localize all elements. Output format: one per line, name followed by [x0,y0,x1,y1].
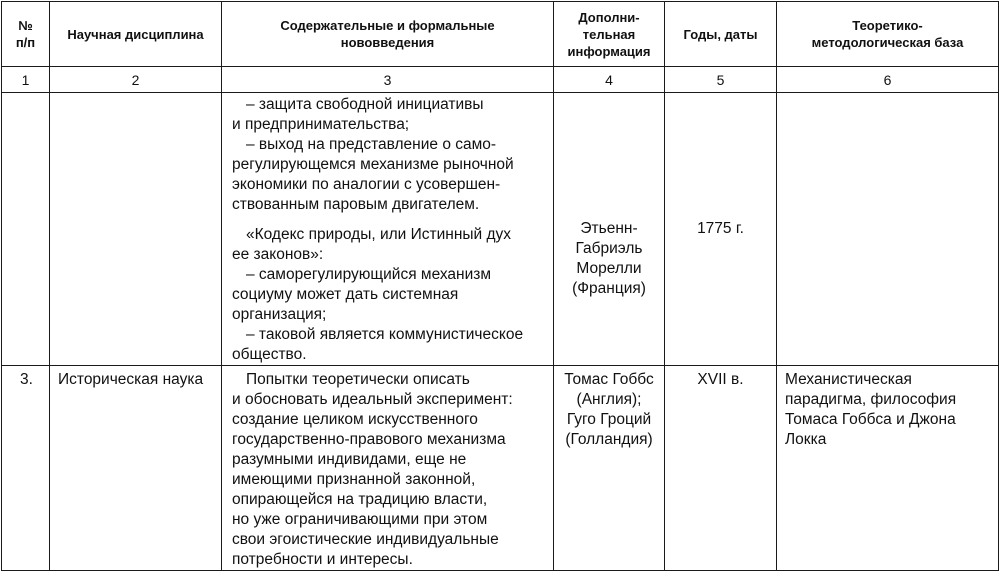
text-line: создание целиком искусственного [232,411,478,428]
text-line: «Кодекс природы, или Истинный дух [246,226,512,243]
text-line: свои эгоистические индивидуальные [232,531,499,548]
innovations-cell [222,93,554,366]
column-number: 5 [665,67,777,93]
code-of-nature-text-block [232,225,545,365]
text-line: организация; [232,306,327,323]
years-cell [665,93,777,366]
text-line: имеющими признанной законной, [232,471,476,488]
text-line: экономики по аналогии с усовершен- [232,176,501,193]
text-line: Томаса Гоббса и Джона [785,411,956,428]
theoretical-base-cell [777,93,999,366]
years-cell [665,366,777,571]
text-line: социуму может дать системная [232,286,459,303]
column-number: 3 [222,67,554,93]
discipline-cell [50,93,222,366]
additional-info-cell [554,366,665,571]
innovations-text-block [232,95,545,215]
text-line: – таковой является коммунистическое [246,326,524,343]
text-line: но уже ограничивающими при этом [232,511,488,528]
column-number: 6 [777,67,999,93]
row-number: 3. [2,366,50,571]
text-line: Гуго Гроций [566,411,652,428]
text-line: Механистическая [785,371,912,388]
text-line: Локка [785,431,827,448]
additional-info-cell [554,93,665,366]
text-line: Этьенн- [580,220,638,237]
header-row [2,2,999,67]
text-line: и предпринимательства; [232,116,410,133]
year-value: 1775 г. [697,220,744,237]
header-years: Годы, даты [665,2,777,67]
text-line: (Франция) [572,280,646,297]
header-theoretical-base: Теоретико- методологическая база [777,2,999,67]
number-cell [2,93,50,366]
column-number: 1 [2,67,50,93]
data-table [1,1,999,571]
text-line: – саморегулирующийся механизм [246,266,492,283]
header-discipline: Научная дисциплина [50,2,222,67]
header-innovations: Содержательные и формальные нововведения [222,2,554,67]
table-row-continued [2,93,999,366]
text-line: Попытки теоретически описать [246,371,470,388]
text-line: регулирующемся механизме рыночной [232,156,514,173]
column-number-row [2,67,999,93]
text-line: ее законов»: [232,246,324,263]
text-line: (Голландия) [565,431,653,448]
table-row-3 [2,366,999,571]
text-line: – защита свободной инициативы [246,96,484,113]
text-line: – выход на представление о само- [246,136,497,153]
text-line: общество. [232,346,307,363]
header-number: № п/п [2,2,50,67]
column-number: 4 [554,67,665,93]
text-line: Морелли [576,260,642,277]
text-line: парадигма, философия [785,391,957,408]
text-line: опирающейся на традицию власти, [232,491,488,508]
header-additional-info: Дополни- тельная информация [554,2,665,67]
year-value: XVII в. [697,371,744,388]
theoretical-base-cell [777,366,999,571]
text-line: и обосновать идеальный эксперимент: [232,391,513,408]
text-line: разумными индивидами, еще не [232,451,467,468]
text-line: ствованным паровым двигателем. [232,196,480,213]
column-number: 2 [50,67,222,93]
text-line: государственно-правового механизма [232,431,506,448]
text-line: (Англия); [576,391,642,408]
text-line: Габриэль [575,240,643,257]
text-line: потребности и интересы. [232,551,413,568]
discipline-name: Историческая наука [50,366,222,571]
text-line: Томас Гоббс [564,371,654,388]
innovations-cell [222,366,554,571]
